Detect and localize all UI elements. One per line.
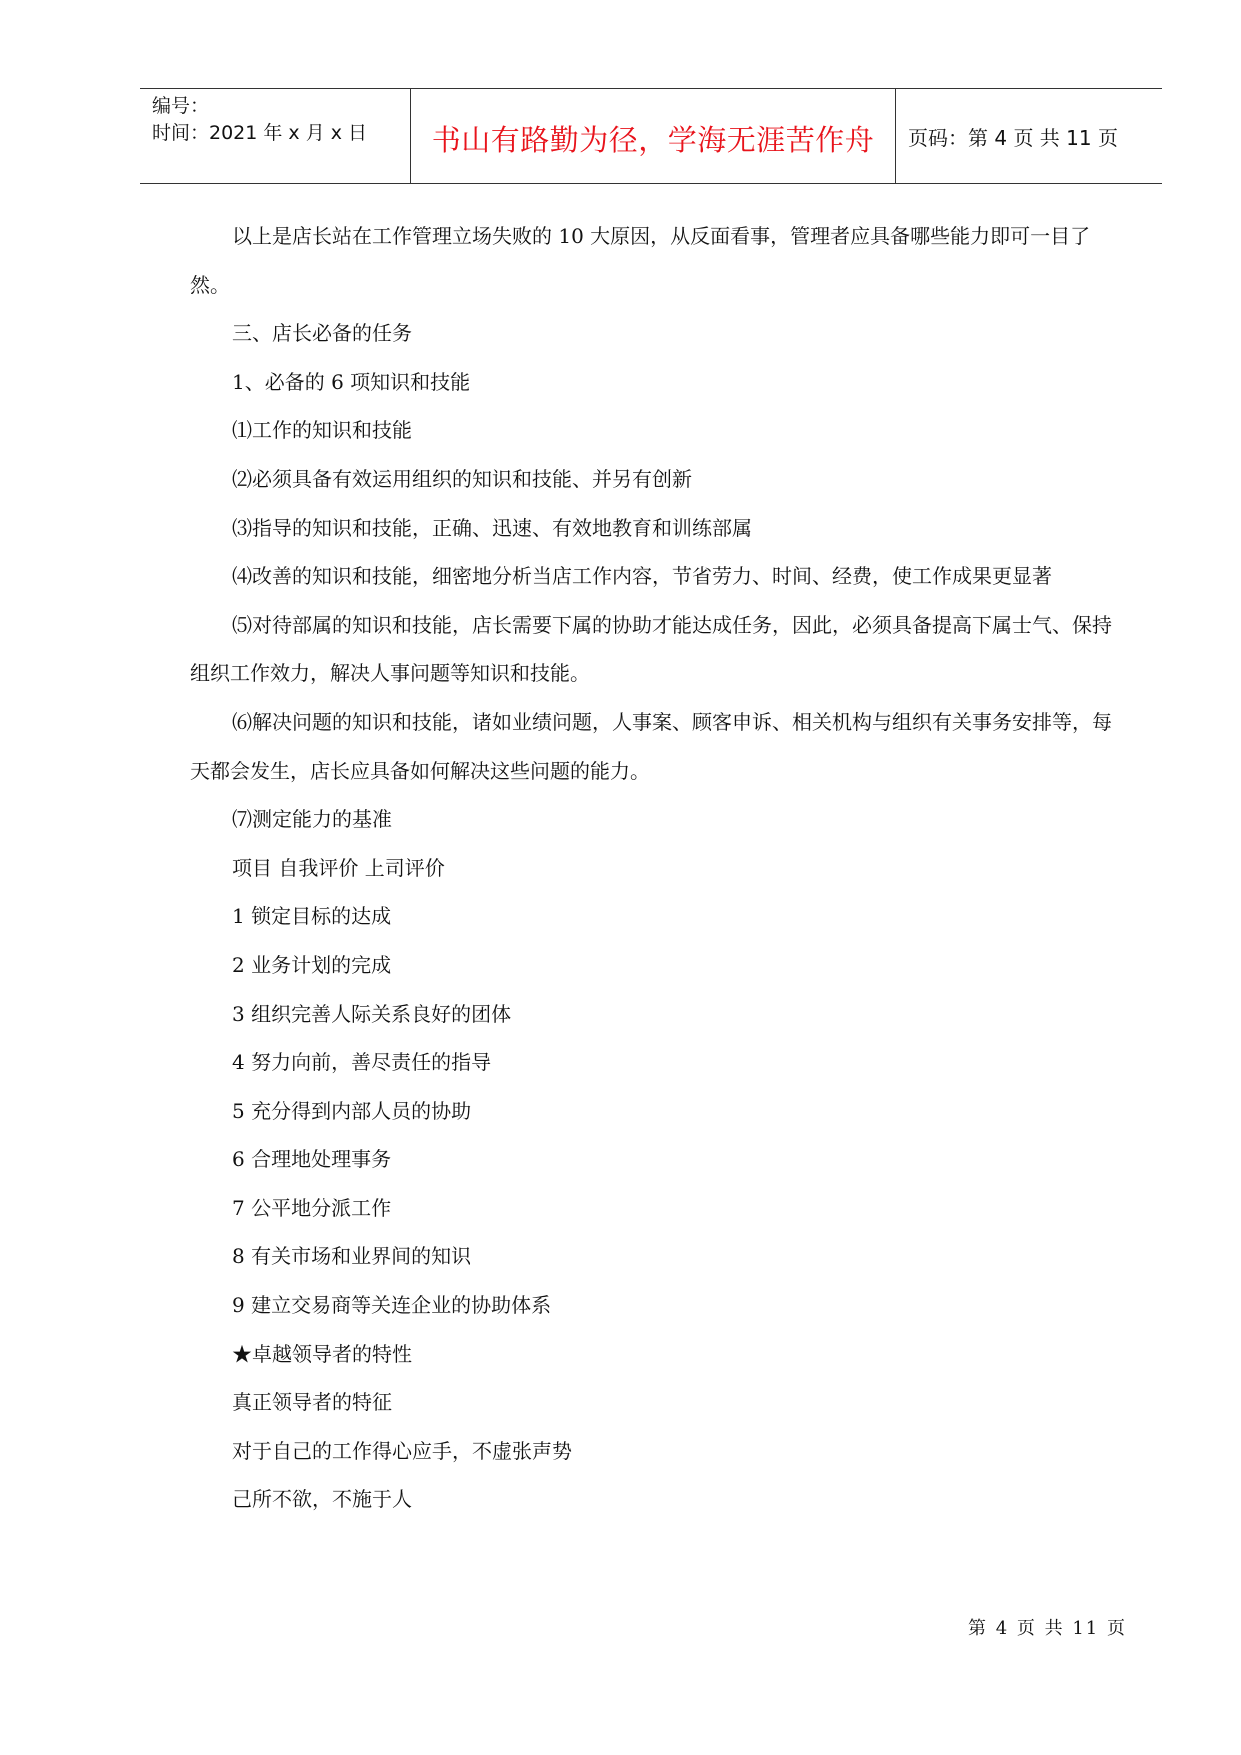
list-item: ⑷改善的知识和技能，细密地分析当店工作内容，节省劳力、时间、经费，使工作成果更显著 <box>232 564 1052 589</box>
paragraph: 己所不欲，不施于人 <box>232 1487 412 1512</box>
header-meta <box>140 89 411 183</box>
paragraph: 以上是店长站在工作管理立场失败的 10 大原因，从反面看事，管理者应具备哪些能力即可一目了然。 <box>190 224 1091 297</box>
list-item: ⑹解决问题的知识和技能，诸如业绩问题，人事案、顾客申诉、相关机构与组织有关事务安排等，每天都会发生，店长应具备如何解决这些问题的能力。 <box>190 709 1112 783</box>
list-item: ⑵必须具备有效运用组织的知识和技能、并另有创新 <box>232 466 692 491</box>
paragraph: 真正领导者的特征 <box>232 1390 392 1415</box>
criteria-item: 6 合理地处理事务 <box>232 1147 392 1172</box>
table-header-line: 项目 自我评价 上司评价 <box>232 855 445 880</box>
subsection-heading: 1、必备的 6 项知识和技能 <box>232 369 471 394</box>
criteria-item: 9 建立交易商等关连企业的协助体系 <box>232 1293 552 1318</box>
criteria-item: 1 锁定目标的达成 <box>232 904 392 929</box>
list-item: ⑸对待部属的知识和技能，店长需要下属的协助才能达成任务，因此，必须具备提高下属士气、保持组织工作效力，解决人事问题等知识和技能。 <box>190 612 1112 686</box>
document-number-label: 编号： <box>152 95 210 117</box>
header-page-label: 页码：第 4 页 共 11 页 <box>908 125 1118 150</box>
criteria-item: 3 组织完善人际关系良好的团体 <box>232 1001 512 1026</box>
page-header <box>140 88 1162 184</box>
criteria-item: 4 努力向前，善尽责任的指导 <box>232 1050 492 1075</box>
criteria-item: 2 业务计划的完成 <box>232 952 392 977</box>
list-item: ⑺测定能力的基准 <box>232 807 392 832</box>
document-body <box>190 212 1122 1524</box>
page-footer: 第 4 页 共 11 页 <box>968 1618 1127 1639</box>
criteria-item: 8 有关市场和业界间的知识 <box>232 1244 472 1269</box>
star-heading: ★卓越领导者的特性 <box>232 1341 412 1366</box>
document-time-label: 时间：2021 年 x 月 x 日 <box>152 122 368 144</box>
paragraph: 对于自己的工作得心应手，不虚张声势 <box>232 1438 572 1463</box>
criteria-item: 7 公平地分派工作 <box>232 1195 392 1220</box>
header-motto: 书山有路勤为径，学海无涯苦作舟 <box>411 89 896 183</box>
list-item: ⑶指导的知识和技能，正确、迅速、有效地教育和训练部属 <box>232 515 752 540</box>
section-heading: 三、店长必备的任务 <box>232 321 412 346</box>
list-item: ⑴工作的知识和技能 <box>232 418 412 443</box>
criteria-item: 5 充分得到内部人员的协助 <box>232 1098 472 1123</box>
